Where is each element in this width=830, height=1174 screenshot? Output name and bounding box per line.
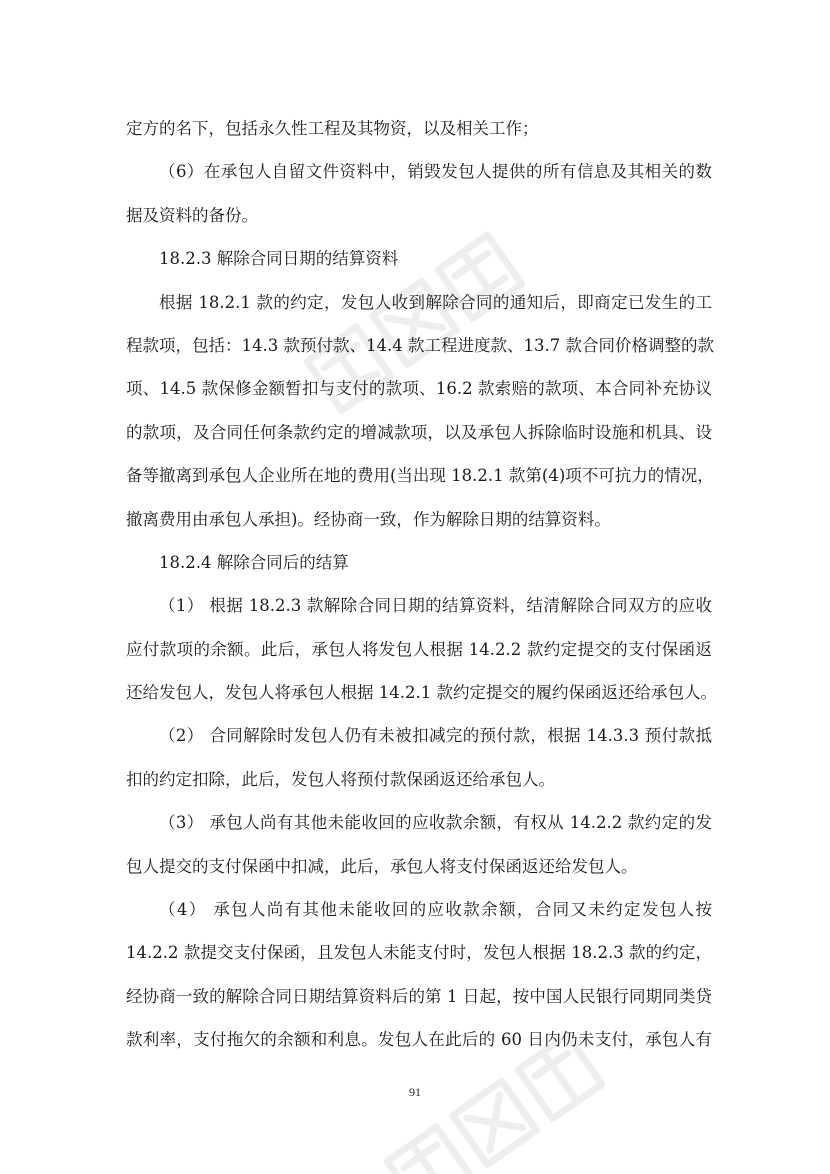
text-line: 项、14.5 款保修金额暂扣与支付的款项、16.2 款索赔的款项、本合同补充协议 bbox=[126, 379, 712, 399]
text-line: 款利率，支付拖欠的余额和利息。发包人在此后的 60 日内仍未支付，承包人有 bbox=[126, 1030, 712, 1050]
text-line: 扣的约定扣除，此后，发包人将预付款保函返还给承包人。 bbox=[126, 769, 555, 789]
text-line: （6）在承包人自留文件资料中，销毁发包人提供的所有信息及其相关的数 bbox=[159, 162, 712, 182]
text-line: 包人提交的支付保函中扣减，此后，承包人将支付保函返还给发包人。 bbox=[126, 856, 638, 876]
text-line: （3） 承包人尚有其他未能收回的应收款余额，有权从 14.2.2 款约定的发 bbox=[159, 813, 712, 833]
text-line: 14.2.2 款提交支付保函，且发包人未能支付时，发包人根据 18.2.3 款的约定， bbox=[126, 943, 712, 963]
text-line: 还给发包人，发包人将承包人根据 14.2.1 款约定提交的履约保函返还给承包人。 bbox=[126, 683, 717, 703]
text-line: 应付款项的余额。此后，承包人将发包人根据 14.2.2 款约定提交的支付保函返 bbox=[126, 639, 712, 659]
text-line: 定方的名下，包括永久性工程及其物资，以及相关工作； bbox=[126, 119, 539, 138]
document-body bbox=[126, 107, 717, 1062]
text-line: 备等撤离到承包人企业所在地的费用(当出现 18.2.1 款第(4)项不可抗力的情况， bbox=[126, 466, 714, 486]
section-heading: 18.2.4 解除合同后的结算 bbox=[159, 552, 349, 572]
text-line: 据及资料的备份。 bbox=[126, 205, 258, 225]
text-line: 根据 18.2.1 款的约定，发包人收到解除合同的通知后，即商定已发生的工 bbox=[159, 292, 712, 312]
text-line: （4） 承包人尚有其他未能收回的应收款余额，合同又未约定发包人按 bbox=[159, 900, 712, 920]
text-line: 经协商一致的解除合同日期结算资料后的第 1 日起，按中国人民银行同期同类贷 bbox=[126, 986, 712, 1006]
page-number: 91 bbox=[409, 1085, 421, 1099]
text-line: 撤离费用由承包人承担)。经协商一致，作为解除日期的结算资料。 bbox=[126, 509, 611, 529]
text-line: （1） 根据 18.2.3 款解除合同日期的结算资料，结清解除合同双方的应收 bbox=[159, 596, 712, 616]
text-line: （2） 合同解除时发包人仍有未被扣减完的预付款，根据 14.3.3 预付款抵 bbox=[159, 726, 712, 746]
section-heading: 18.2.3 解除合同日期的结算资料 bbox=[159, 249, 399, 269]
text-line: 程款项，包括：14.3 款预付款、14.4 款工程进度款、13.7 款合同价格调整的款 bbox=[126, 335, 714, 355]
text-line: 的款项，及合同任何条款约定的增减款项，以及承包人拆除临时设施和机具、设 bbox=[126, 422, 712, 442]
